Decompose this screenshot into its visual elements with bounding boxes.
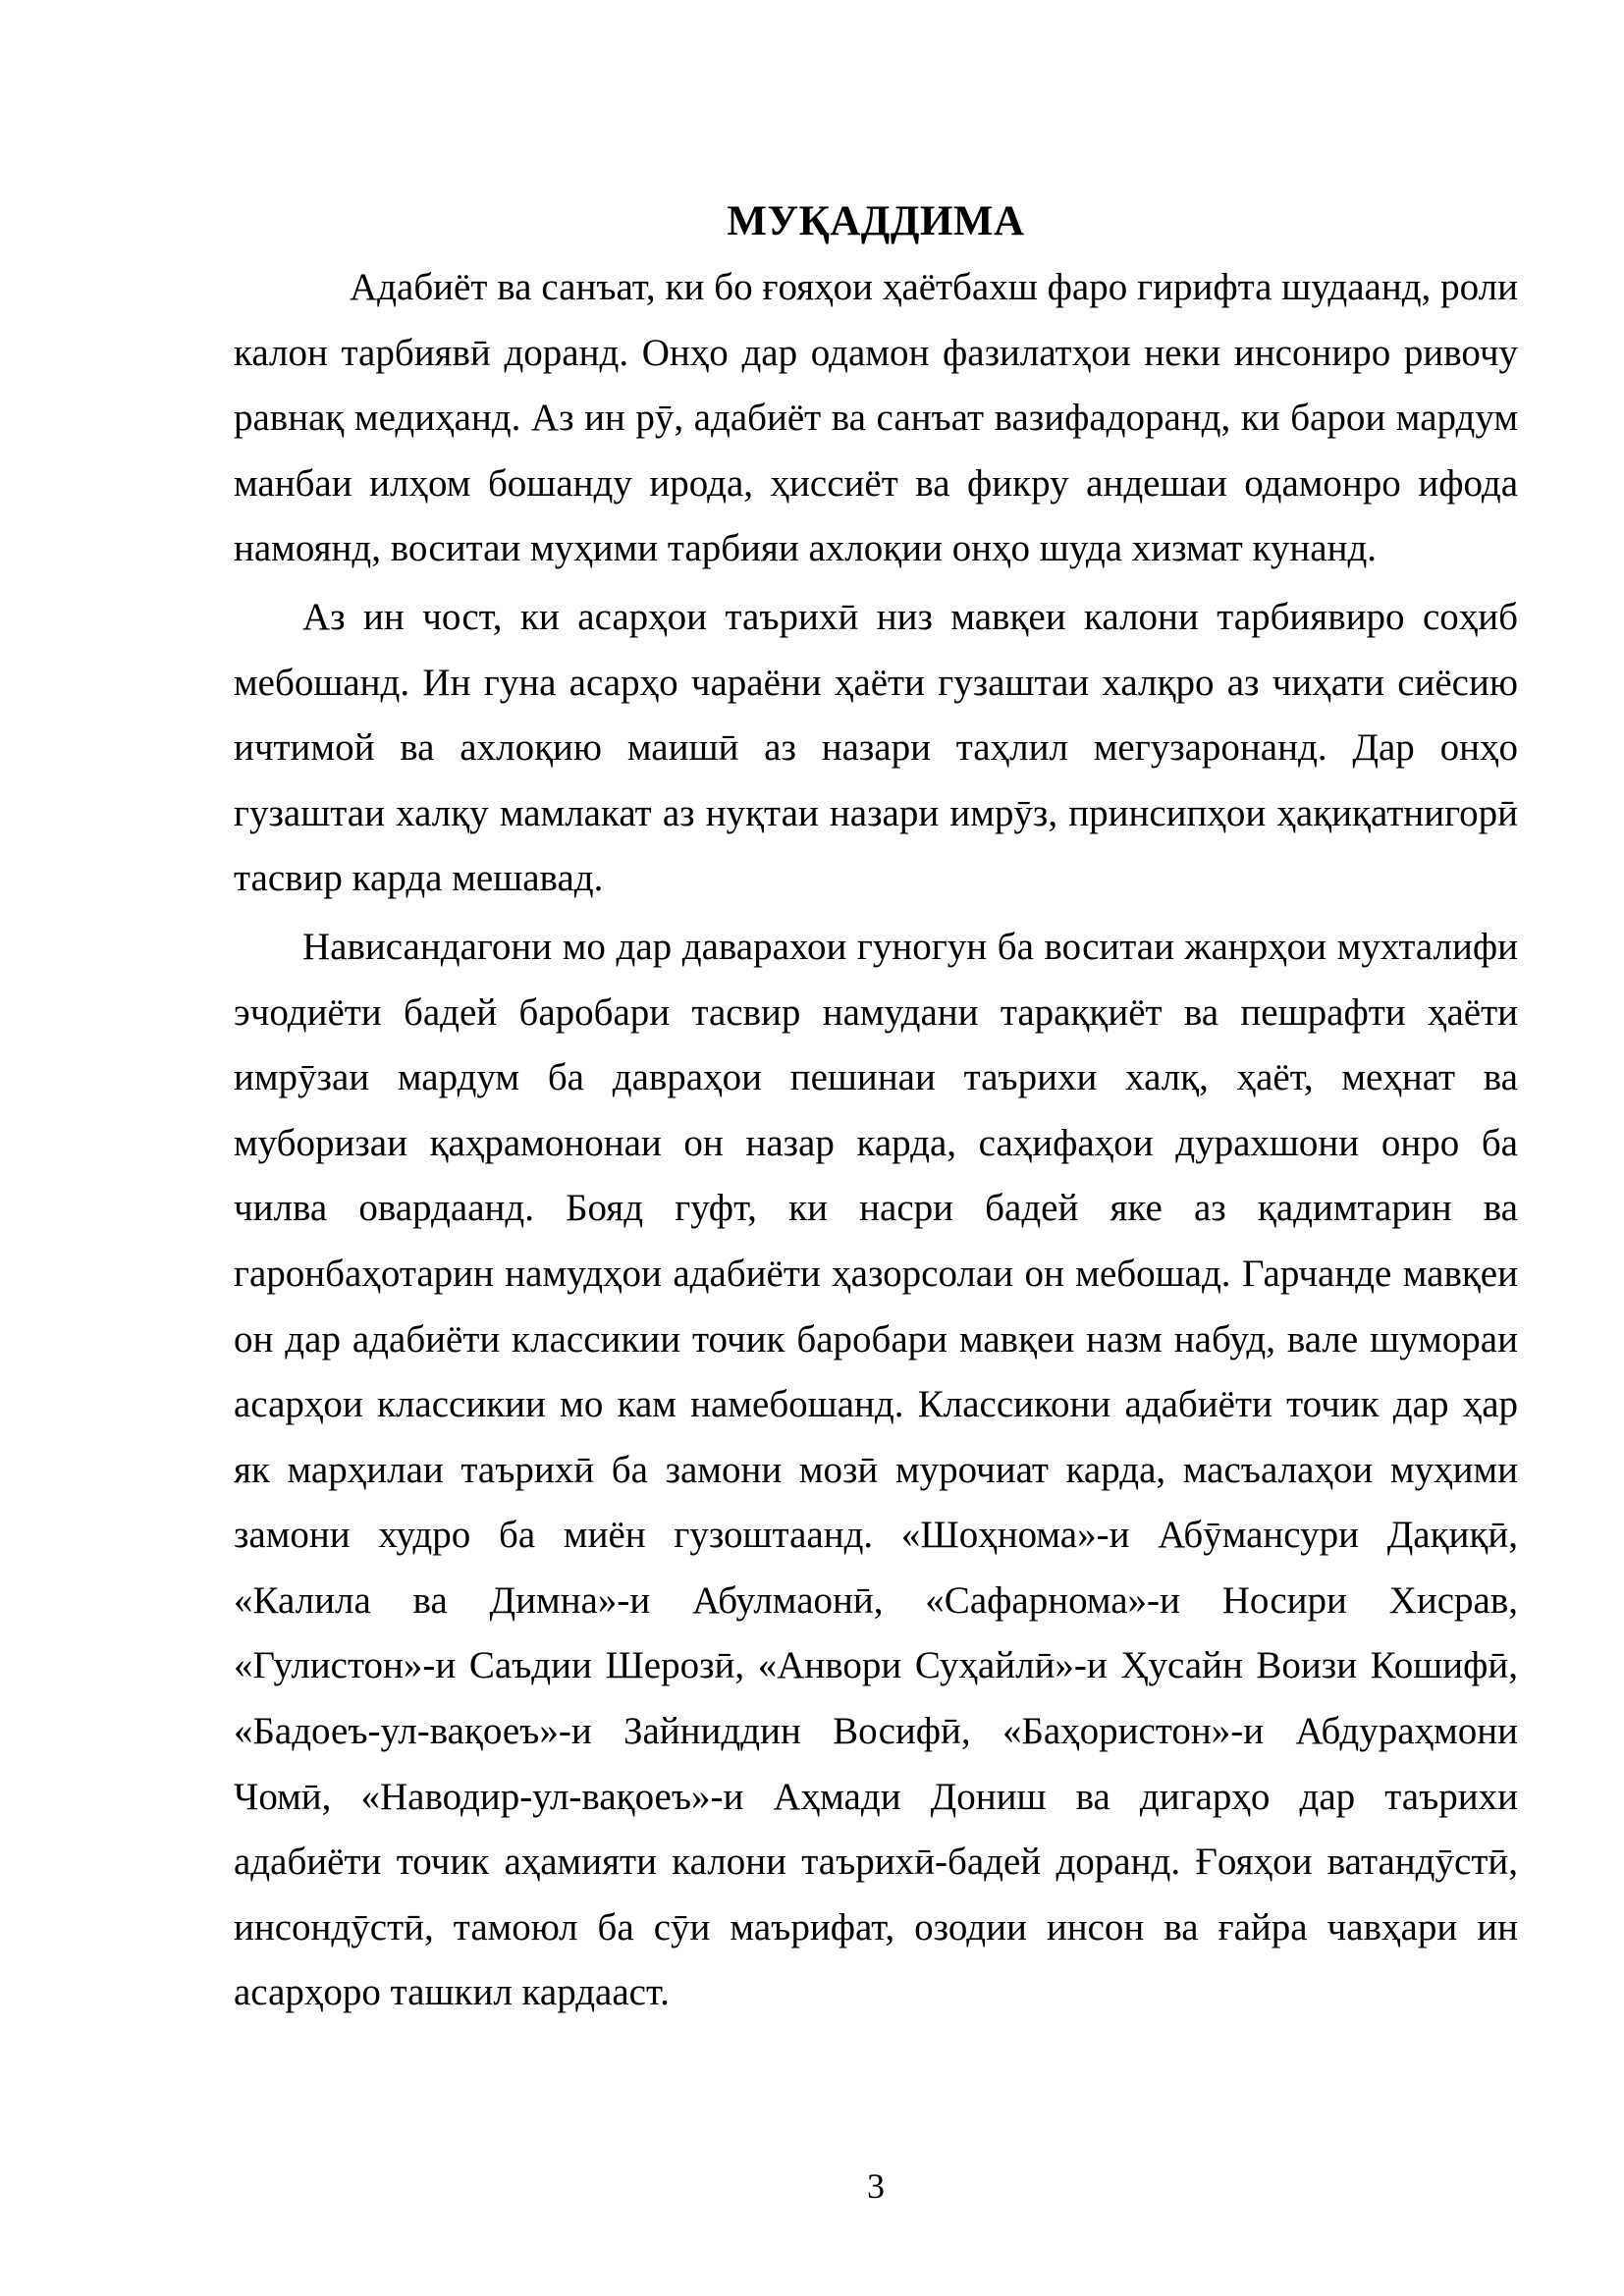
page-content [234, 192, 1518, 2026]
page-number: 3 [867, 2166, 885, 2206]
paragraph-2: Аз ин чост, ки асарҳои таърихӣ низ мавқеи калони тарбиявиро соҳиб мебошанд. Ин гуна асарҳо чараёни ҳаёти гузаштаи халқро аз чиҳати сиёсию ичтимой ва ахлоқию маишӣ аз назари таҳлил мегузаронанд. Дар онҳо гузаштаи халқу мамлакат аз нуқтаи назари имрӯз, принсипҳои ҳақиқатнигорӣ тасвир карда мешавад. [234, 595, 1518, 900]
paragraph-1: Адабиёт ва санъат, ки бо ғояҳои ҳаётбахш фаро гирифта шудаанд, роли калон тарбиявӣ доранд. Онҳо дар одамон фазилатҳои неки инсониро ривочу равнақ медиҳанд. Аз ин рӯ, адабиёт ва санъат вазифадоранд, ки барои мардум манбаи илҳом бошанду ирода, ҳиссиёт ва фикру андешаи одамонро ифода намоянд, воситаи муҳими тарбияи ахлоқии онҳо шуда хизмат кунанд. [234, 266, 1518, 570]
page-title: МУҚАДДИМА [727, 198, 1025, 244]
paragraph-3: Нависандагони мо дар даварахои гуногун ба воситаи жанрҳои мухталифи эчодиёти бадей баробари тасвир намудани тараққиёт ва пешрафти ҳаёти имрӯзаи мардум ба давраҳои пешинаи таърихи халқ, ҳаёт, меҳнат ва муборизаи қаҳрамононаи он назар карда, саҳифаҳои дурахшони онро ба чилва овардаанд. Бояд гуфт, ки насри бадей яке аз қадимтарин ва гаронбаҳотарин намудҳои адабиёти ҳазорсолаи он мебошад. Гарчанде мавқеи он дар адабиёти классикии точик баробари мавқеи назм набуд, вале шумораи асарҳои классикии мо кам намебошанд. Классикони адабиёти точик дар ҳар як марҳилаи таърихӣ ба замони мозӣ мурочиат карда, масъалаҳои муҳими замони худро ба миён гузоштаанд. «Шоҳнома»-и Абӯмансури Дақиқӣ, «Калила ва Димна»-и Абулмаонӣ, «Сафарнома»-и Носири Хисрав, «Гулистон»-и Саъдии Шерозӣ, «Анвори Суҳайлӣ»-и Ҳусайн Воизи Кошифӣ, «Бадоеъ-ул-вақоеъ»-и Зайниддин Восифӣ, «Баҳористон»-и Абдураҳмони Чомӣ, «Наводир-ул-вақоеъ»-и Аҳмади Дониш ва дигарҳо дар таърихи адабиёти точик аҳамияти калони таърихӣ-бадей доранд. Ғояҳои ватандӯстӣ, инсондӯстӣ, тамоюл ба сӯи маърифат, озодии инсон ва ғайра чавҳари ин асарҳоро ташкил кардааст. [234, 925, 1518, 2014]
